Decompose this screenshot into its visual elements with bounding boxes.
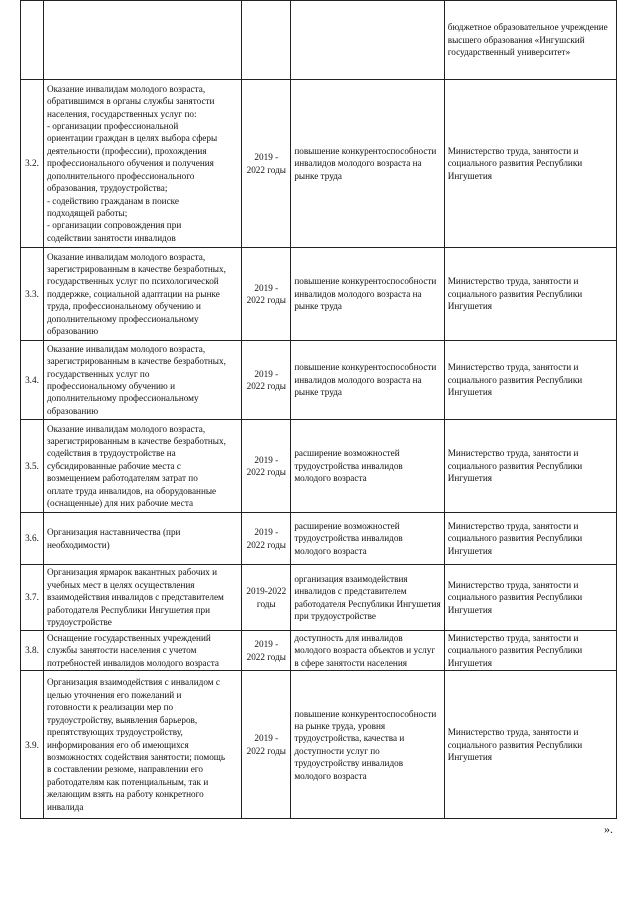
row-number: 3.7.: [21, 565, 44, 631]
table-row: [21, 341, 617, 420]
result-cell: повышение конкурентоспособности инвалидов молодого возраста на рынке труда: [291, 80, 444, 248]
result-cell: доступность для инвалидов молодого возраста объектов и услуг в сфере занятости населения: [291, 631, 444, 671]
activity-cell: Оказание инвалидам молодого возраста, обратившимся в органы службы занятости населения, государственных услуг по: - организации профессиональной ориентации граждан в целях выбора сферы деятельности (профессии), прохождения профессионального обучения и получения дополнительного профессионального образования, трудоустройства; - содействию гражданам в поиске подходящей работы; - организации сопровождения при содействии занятости инвалидов: [43, 80, 241, 248]
result-cell: повышение конкурентоспособности на рынке труда, уровня трудоустройства, качества и доступности услуг по трудоустройству инвалидов молодого возраста: [291, 671, 444, 819]
responsible-cell: Министерство труда, занятости и социального развития Республики Ингушетия: [444, 80, 616, 248]
result-cell: повышение конкурентоспособности инвалидов молодого возраста на рынке труда: [291, 248, 444, 341]
responsible-cell: Министерство труда, занятости и социального развития Республики Ингушетия: [444, 341, 616, 420]
row-number: 3.2.: [21, 80, 44, 248]
table-row: [21, 513, 617, 565]
activity-cell: Оснащение государственных учреждений службы занятости населения с учетом потребностей инвалидов молодого возраста: [43, 631, 241, 671]
activity-cell: Организация взаимодействия с инвалидом с целью уточнения его пожеланий и готовности к реализации мер по трудоустройству, выявления барьеров, препятствующих трудоустройству, информирования его об имеющихся возможностях содействия занятости; помощь в составлении резюме, направлении его работодателям как потенциальным, так и желающим взять на работу конкретного инвалида: [43, 671, 241, 819]
period-cell: 2019-2022 годы: [242, 565, 291, 631]
result-cell: повышение конкурентоспособности инвалидов молодого возраста на рынке труда: [291, 341, 444, 420]
row-number: 3.8.: [21, 631, 44, 671]
responsible-cell: бюджетное образовательное учреждение высшего образования «Ингушский государственный университет»: [444, 1, 616, 80]
table-row: [21, 1, 617, 80]
row-number: [21, 1, 44, 80]
table-row: [21, 420, 617, 513]
period-cell: 2019 - 2022 годы: [242, 248, 291, 341]
period-cell: 2019 - 2022 годы: [242, 341, 291, 420]
table-row: [21, 565, 617, 631]
result-cell: организация взаимодействия инвалидов с представителем работодателя Республики Ингушетия при трудоустройстве: [291, 565, 444, 631]
activity-cell: Оказание инвалидам молодого возраста, зарегистрированным в качестве безработных, государственных услуг по психологической поддержке, социальной адаптации на рынке труда, профессиональному обучению и дополнительному профессиональному образованию: [43, 248, 241, 341]
table-row: [21, 631, 617, 671]
activity-cell: Организация ярмарок вакантных рабочих и учебных мест в целях осуществления взаимодействия инвалидов с представителем работодателя Республики Ингушетия при трудоустройстве: [43, 565, 241, 631]
period-cell: 2019 - 2022 годы: [242, 420, 291, 513]
activity-cell: [43, 1, 241, 80]
result-cell: расширение возможностей трудоустройства инвалидов молодого возраста: [291, 513, 444, 565]
responsible-cell: Министерство труда, занятости и социального развития Республики Ингушетия: [444, 420, 616, 513]
table-row: [21, 80, 617, 248]
table-row: [21, 671, 617, 819]
activity-cell: Оказание инвалидам молодого возраста, зарегистрированным в качестве безработных, содействия в трудоустройстве на субсидированные рабочие места с возмещением работодателям затрат по оплате труда инвалидов, на оборудованные (оснащенные) для них рабочие места: [43, 420, 241, 513]
activity-cell: Организация наставничества (при необходимости): [43, 513, 241, 565]
period-cell: [242, 1, 291, 80]
responsible-cell: Министерство труда, занятости и социального развития Республики Ингушетия: [444, 671, 616, 819]
period-cell: 2019 - 2022 годы: [242, 631, 291, 671]
row-number: 3.9.: [21, 671, 44, 819]
row-number: 3.5.: [21, 420, 44, 513]
responsible-cell: Министерство труда, занятости и социального развития Республики Ингушетия: [444, 248, 616, 341]
responsible-cell: Министерство труда, занятости и социального развития Республики Ингушетия: [444, 631, 616, 671]
table-row: [21, 248, 617, 341]
activities-table: [20, 0, 617, 819]
activity-cell: Оказание инвалидам молодого возраста, зарегистрированным в качестве безработных, государственных услуг по профессиональному обучению и дополнительному профессиональному образованию: [43, 341, 241, 420]
row-number: 3.3.: [21, 248, 44, 341]
period-cell: 2019 - 2022 годы: [242, 80, 291, 248]
row-number: 3.6.: [21, 513, 44, 565]
result-cell: [291, 1, 444, 80]
row-number: 3.4.: [21, 341, 44, 420]
closing-quote: ».: [604, 822, 613, 836]
period-cell: 2019 - 2022 годы: [242, 513, 291, 565]
responsible-cell: Министерство труда, занятости и социального развития Республики Ингушетия: [444, 513, 616, 565]
responsible-cell: Министерство труда, занятости и социального развития Республики Ингушетия: [444, 565, 616, 631]
period-cell: 2019 - 2022 годы: [242, 671, 291, 819]
result-cell: расширение возможностей трудоустройства инвалидов молодого возраста: [291, 420, 444, 513]
